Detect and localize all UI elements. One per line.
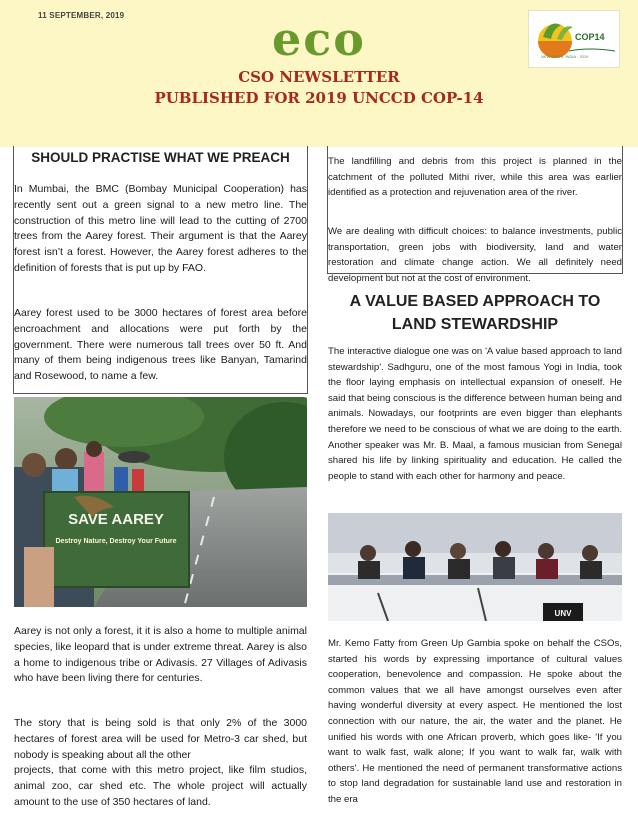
right-paragraph-4: Mr. Kemo Fatty from Green Up Gambia spoke on behalf the CSOs, started his words by expressing importance of cultural values cooperation, benevolence and compassion. He spoke about the common values that we all have amongst ourselves even after having wonderful diversity at every aspect. He mentioned the lost connection with our nature, the air, the water and the planet. He unified his words with one African proverb, which goes like- 'If you want to walk fast, walk alone; If you want to walk far, walk with others'. He mentioned the need of permanent transformative actions to stop land degradation for sustainable land use and restoration in the era — [328, 638, 622, 805]
left-paragraph-4-part-1: The story that is being sold is that only 2% of the 3000 hectares of forest area will be used for Metro-3 car shed, but nobody is speaking about all the other — [14, 717, 307, 761]
newsletter-subtitle: CSO NEWSLETTER — [238, 68, 400, 86]
right-paragraph-1: The landfilling and debris from this project is planned in the catchment of the polluted Mithi river, while this area was earlier identified as a protection and rejuvenation area of the river. — [328, 156, 622, 199]
right-paragraph-3: The interactive dialogue one was on 'A value based approach to land stewardship'. Sadhguru, one of the most famous Yogi in India, took the floor laying emphasis on intellectual expansion of oneself. He said that being conscious is the difference between human being and animals. Nowadays, our footprints are even bigger than elephants therefore we need to be conscious of what we are doing to the earth. Another speaker was Mr. B. Maal, a famous musician from Senegal shared his life by linking spirituality and education. He called the people to stand with each other for harmony and peace. — [328, 346, 622, 482]
left-paragraph-4-part-2: projects, that come with this metro project, like film studios, animal zoo, car shed etc. The whole project will actually amount to the use of 350 hectares of land. — [14, 764, 307, 808]
right-article-heading: A VALUE BASED APPROACH TO LAND STEWARDSHIP — [349, 293, 601, 333]
panel-photo-graphic — [328, 513, 622, 621]
issue-date: 11 SEPTEMBER, 2019 — [38, 11, 125, 20]
left-article-heading: SHOULD PRACTISE WHAT WE PREACH — [31, 150, 290, 165]
cop14-logo — [528, 10, 620, 68]
protest-photo-graphic — [14, 397, 307, 607]
newsletter-header — [0, 0, 638, 147]
right-paragraph-2: We are dealing with difficult choices: to balance investments, public transportation, green jobs with biodiversity, land and water restoration and climate change action. We all definitely need development but not at the cost of environment. — [328, 226, 622, 284]
masthead-title: eco — [272, 12, 366, 66]
left-paragraph-1: In Mumbai, the BMC (Bombay Municipal Cooperation) has recently sent out a green signal to a new metro line. The construction of this metro line will lead to the cutting of 2700 trees from the Aarey forest. Their argument is that the Aarey forest isn’t a forest. However, the Aarey forest adheres to the definition of forests that is put up by FAO. — [14, 183, 307, 274]
left-paragraph-4 — [14, 716, 307, 811]
left-paragraph-2: Aarey forest used to be 3000 hectares of forest area before encroachment and allocations were put forth by the government. There were numerous tall trees over 50 ft. And many of them being indigenous trees like Banyan, Tamarind and Rosewood, to name a few. — [14, 307, 307, 383]
left-paragraph-3: Aarey is not only a forest, it it is also a home to multiple animal species, like leopard that is under extreme threat. Aarey is also a home to indigenous tribe or Adivasis. 27 Villages of Adivasis who have been living there for centuries. — [14, 625, 307, 685]
newsletter-publication-line: PUBLISHED FOR 2019 UNCCD COP-14 — [154, 89, 484, 107]
panel-discussion-photo — [328, 513, 622, 621]
sign-slogan: Destroy Nature, Destroy Your Future — [55, 538, 177, 545]
save-aarey-protest-photo — [14, 397, 307, 607]
unv-placard-text: UNV — [554, 609, 572, 618]
sign-headline: SAVE AAREY — [68, 511, 164, 528]
logo-wordmark: COP14 — [575, 32, 605, 42]
logo-subtext: NEW DELHI, INDIA · 2019 — [541, 54, 589, 59]
